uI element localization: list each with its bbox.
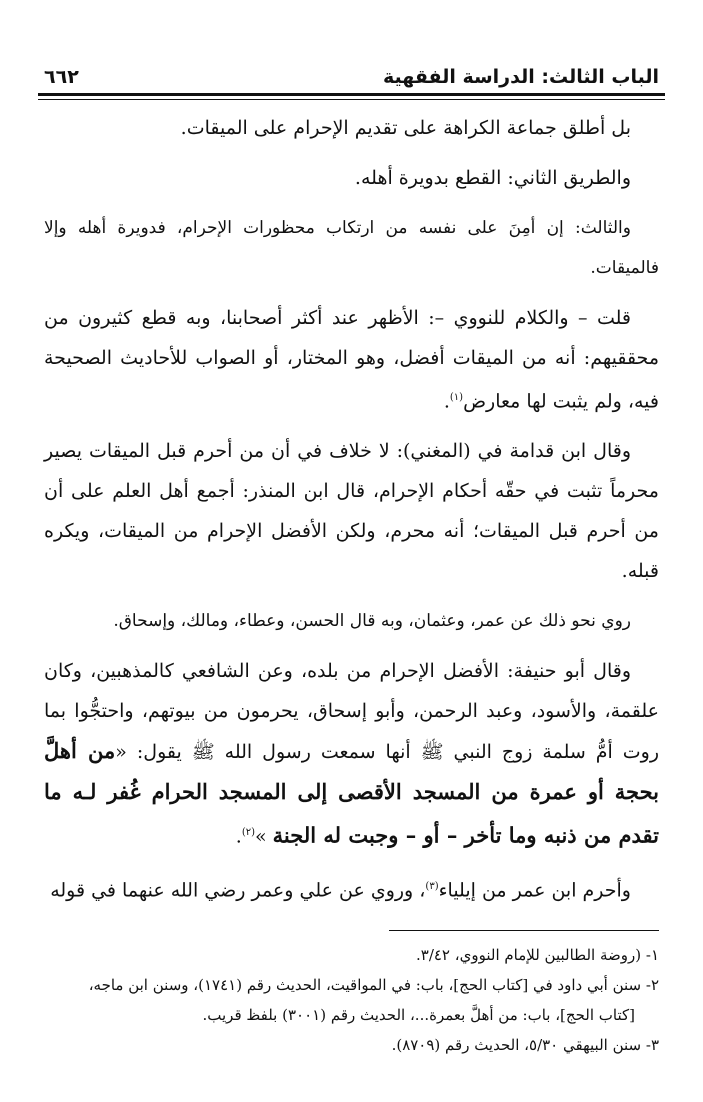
footnotes xyxy=(44,940,659,1060)
footnote: ٢- سنن أبي داود في [كتاب الحج]، باب: في المواقيت، الحديث رقم (١٧٤١)، وسنن ابن ماجه، xyxy=(88,976,659,994)
paragraph-text: قلت – والكلام للنووي –: الأظهر عند أكثر أصحابنا، وبه قطع كثيرون من محققيهم: أنه من الميقات أفضل، وهو المختار، أو الصواب للأحاديث الصحيحة فيه، ولم يثبت لها معارض xyxy=(44,307,659,413)
paragraph: والثالث: إن أمِنَ على نفسه من ارتكاب محظورات الإحرام، فدويرة أهله وإلا فالميقات. xyxy=(44,218,659,278)
paragraph xyxy=(44,651,659,856)
page-header xyxy=(44,58,659,88)
header-rule-thin xyxy=(38,99,665,100)
paragraph: وقال ابن قدامة في (المغني): لا خلاف في أن من أحرم قبل الميقات يصير محرماً تثبت في حقّه أحكام الإحرام، قال ابن المنذر: أجمع أهل العلم على أن من أحرم قبل الميقات؛ أنه محرم، ولكن الأفضل الإحرام من الميقات، ويكره قبله. xyxy=(44,440,659,583)
paragraph-text: وقال أبو حنيفة: الأفضل الإحرام من بلده، وعن الشافعي كالمذهبين، وكان علقمة، والأسود، وعبد الرحمن، وأبو إسحاق، يحرمون من بيوتهم، واحتجُّوا بما روت أمُّ سلمة زوج النبي ﷺ أنها سمعت رسول الله ﷺ يقول: « xyxy=(44,660,660,764)
footnote-rule xyxy=(389,930,659,931)
footnote-ref: (٢) xyxy=(241,827,255,839)
paragraph: والطريق الثاني: القطع بدويرة أهله. xyxy=(354,167,631,189)
footnote-continuation: [كتاب الحج]، باب: من أهلَّ بعمرة...، الحديث رقم (٣٠٠١) بلفظ قريب. xyxy=(202,1006,635,1024)
paragraph xyxy=(44,298,659,421)
paragraph: بل أطلق جماعة الكراهة على تقديم الإحرام على الميقات. xyxy=(180,117,631,139)
main-text xyxy=(44,108,659,920)
paragraph-text: وأحرم ابن عمر من إيلياء xyxy=(438,878,631,901)
footnote-ref: (١) xyxy=(449,392,464,403)
hadith-quote: من أهلَّ بحجة أو عمرة من المسجد الأقصى إلى المسجد الحرام غُفر لـه ما تقدم من ذنبه وما تأخر – أو – وجبت له الجنة xyxy=(44,738,659,848)
paragraph xyxy=(44,867,659,910)
chapter-title: الباب الثالث: الدراسة الفقهية xyxy=(383,66,659,88)
end-punct: . xyxy=(235,825,242,848)
end-punct: . xyxy=(443,390,450,413)
page-number: ٦٦٢ xyxy=(44,66,79,88)
paragraph: روي نحو ذلك عن عمر، وعثمان، وبه قال الحسن، وعطاء، ومالك، وإسحاق. xyxy=(113,611,631,632)
quote-close: » xyxy=(255,825,267,848)
footnote-ref: (٣) xyxy=(425,880,439,892)
footnote: ١- (روضة الطالبين للإمام النووي، ٣/٤٢. xyxy=(415,946,659,964)
paragraph-text: ، وروي عن علي وعمر رضي الله عنهما في قوله xyxy=(50,878,426,901)
footnote: ٣- سنن البيهقي ٥/٣٠، الحديث رقم (٨٧٠٩). xyxy=(391,1036,659,1054)
header-rule-thick xyxy=(38,93,665,96)
